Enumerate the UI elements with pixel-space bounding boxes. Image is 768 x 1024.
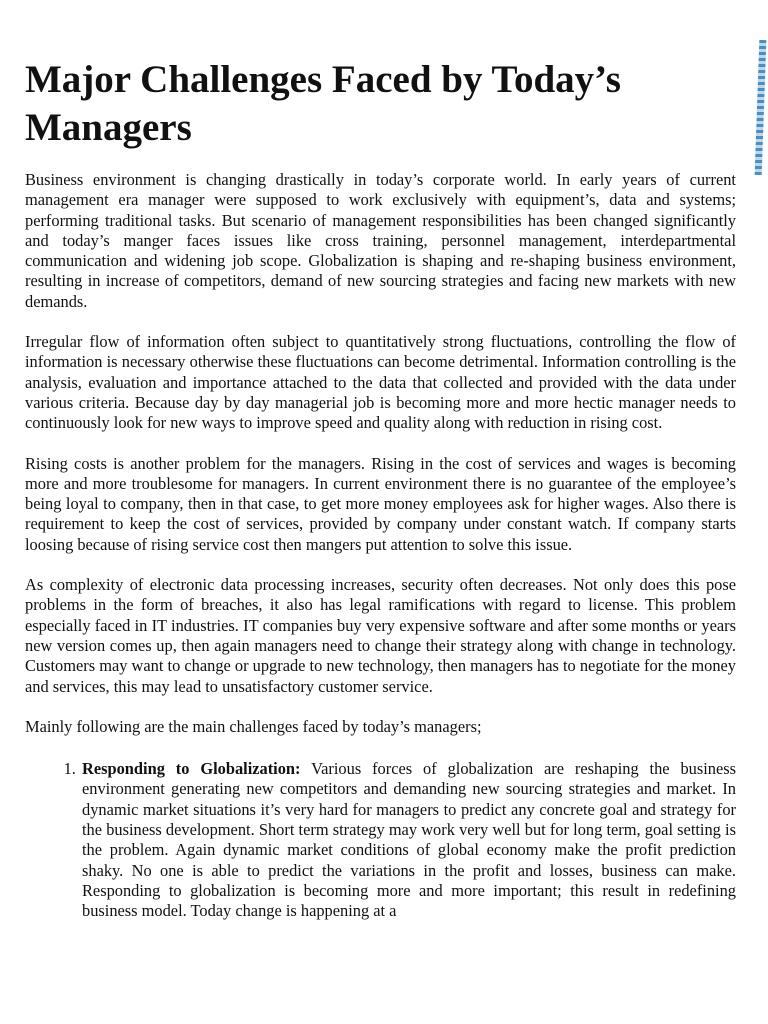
document-body bbox=[25, 170, 736, 922]
document-title: Major Challenges Faced by Today’s Managers bbox=[25, 58, 621, 149]
list-item-text: Various forces of globalization are reshaping the business environment generating new competitors and demanding new sourcing strategies and market. In dynamic market situations it’s very hard for managers to predict any concrete goal and strategy for the business development. Short term strategy may work very well but for long term, goal setting is the problem. Again dynamic market conditions of global economy make the profit prediction shaky. No one is able to predict the variations in the profit and losses, business can make. Responding to globalization is becoming more and more important; this result in redefining business model. Today change is happening at a bbox=[82, 759, 737, 921]
paragraph-business-environment: Business environment is changing drastically in today’s corporate world. In early years of current management era manager were supposed to work exclusively with equipment’s, data and systems; performing traditional tasks. But scenario of management responsibilities has been changed significantly and today’s manger faces issues like cross training, personnel management, interdepartmental communication and widening job scope. Globalization is shaping and re-shaping business environment, resulting in increase of competitors, demand of new sourcing strategies and facing new markets with new demands. bbox=[25, 170, 736, 311]
challenges-list bbox=[25, 759, 736, 921]
paragraph-rising-costs: Rising costs is another problem for the managers. Rising in the cost of services and wages is becoming more and more troublesome for managers. In current environment there is no guarantee of the employee’s being loyal to company, then in that case, to get more money employees ask for higher wages. Also there is requirement to keep the cost of services, provided by company under constant watch. If company starts loosing because of rising service cost then mangers put attention to solve this issue. bbox=[25, 453, 736, 554]
list-item-title: Responding to Globalization: bbox=[82, 759, 301, 779]
list-item bbox=[80, 759, 736, 921]
paragraph-data-security: As complexity of electronic data processing increases, security often decreases. Not only does this pose problems in the form of breaches, it also has legal ramifications with regard to license. This problem especially faced in IT industries. IT companies buy very expensive software and after some months or years new version comes up, then again managers need to change their strategy along with change in technology. Customers may want to change or upgrade to new technology, then managers has to negotiate for the money and services, this may lead to unsatisfactory customer service. bbox=[25, 575, 736, 696]
list-intro: Mainly following are the main challenges faced by today’s managers; bbox=[25, 716, 482, 736]
page-edge-mark bbox=[755, 40, 767, 175]
paragraph-information-flow: Irregular flow of information often subject to quantitatively strong fluctuations, controlling the flow of information is necessary otherwise these fluctuations can become detrimental. Information controlling is the analysis, evaluation and importance attached to the data that collected and provided with the data under various criteria. Because day by day managerial job is becoming more and more hectic manager needs to continuously look for new ways to improve speed and quality along with reduction in rising cost. bbox=[25, 332, 736, 433]
